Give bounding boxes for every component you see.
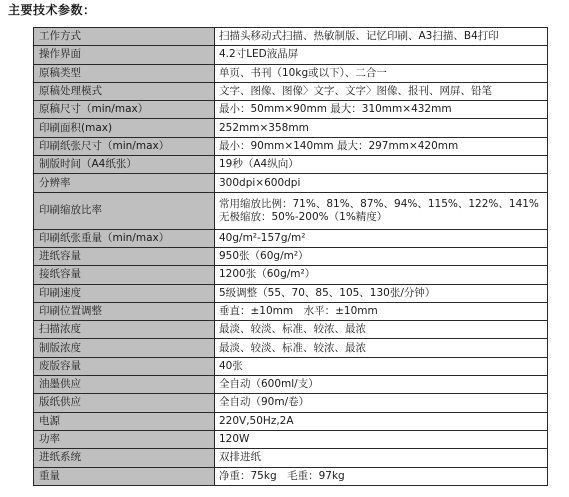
table-row — [34, 247, 548, 265]
spec-value-line: 常用缩放比例：71%、81%、87%、94%、115%、122%、141% — [219, 197, 539, 210]
table-row — [34, 192, 548, 229]
spec-label: 印刷缩放比率 — [34, 192, 215, 229]
spec-table — [33, 27, 548, 486]
spec-label: 原稿尺寸（min/max） — [34, 101, 215, 119]
table-row — [34, 101, 548, 119]
table-row — [34, 156, 548, 174]
spec-value: 文字、图像、图像〉文字、文字〉图像、报刊、网屏、铅笔 — [215, 82, 548, 100]
spec-value: 垂直：±10mm 水平：±10mm — [215, 302, 548, 320]
spec-label: 印刷位置调整 — [34, 302, 215, 320]
spec-value: 19秒（A4纵向） — [215, 156, 548, 174]
table-row — [34, 339, 548, 357]
spec-value: 扫描头移动式扫描、热敏制版、记忆印刷、A3扫描、B4打印 — [215, 28, 548, 46]
table-row — [34, 64, 548, 82]
spec-label: 制版浓度 — [34, 339, 215, 357]
spec-label: 印刷纸张尺寸（min/max） — [34, 137, 215, 155]
spec-value: 120W — [215, 430, 548, 448]
spec-value: 全自动（600ml/支） — [215, 376, 548, 394]
spec-label: 制版时间（A4纸张） — [34, 156, 215, 174]
table-row — [34, 266, 548, 284]
spec-label: 重量 — [34, 467, 215, 485]
spec-label: 进纸系统 — [34, 449, 215, 467]
spec-value: 950张（60g/m²） — [215, 247, 548, 265]
spec-value: 净重：75kg 毛重：97kg — [215, 467, 548, 485]
spec-label: 分辨率 — [34, 174, 215, 192]
spec-label: 油墨供应 — [34, 376, 215, 394]
spec-value: 全自动（90m/卷） — [215, 394, 548, 412]
section-title: 主要技术参数： — [8, 3, 96, 17]
spec-value: 220V,50Hz,2A — [215, 412, 548, 430]
spec-value: 1200张（60g/m²） — [215, 266, 548, 284]
table-row — [34, 412, 548, 430]
spec-value-line: 无极缩放：50%-200%（1%精度） — [219, 210, 388, 223]
spec-label: 电源 — [34, 412, 215, 430]
spec-label: 工作方式 — [34, 28, 215, 46]
spec-label: 印刷速度 — [34, 284, 215, 302]
spec-label: 功率 — [34, 430, 215, 448]
spec-value: 300dpi×600dpi — [215, 174, 548, 192]
spec-label: 扫描浓度 — [34, 321, 215, 339]
spec-value: 单页、书刊（10kg或以下）、二合一 — [215, 64, 548, 82]
table-row — [34, 137, 548, 155]
table-row — [34, 302, 548, 320]
table-row — [34, 119, 548, 137]
spec-value: 双排进纸 — [215, 449, 548, 467]
spec-label: 版纸供应 — [34, 394, 215, 412]
spec-value: 40张 — [215, 357, 548, 375]
table-row — [34, 467, 548, 485]
spec-label: 原稿处理模式 — [34, 82, 215, 100]
table-row — [34, 82, 548, 100]
spec-value: 最小：50mm×90mm 最大：310mm×432mm — [215, 101, 548, 119]
spec-value — [215, 192, 548, 229]
spec-value: 最淡、较淡、标准、较浓、最浓 — [215, 339, 548, 357]
table-row — [34, 394, 548, 412]
table-row — [34, 28, 548, 46]
spec-value: 4.2寸LED液晶屏 — [215, 46, 548, 64]
spec-label: 废版容量 — [34, 357, 215, 375]
spec-value: 40g/m²-157g/m² — [215, 229, 548, 247]
table-row — [34, 376, 548, 394]
spec-label: 原稿类型 — [34, 64, 215, 82]
table-row — [34, 229, 548, 247]
spec-value: 最小：90mm×140mm 最大：297mm×420mm — [215, 137, 548, 155]
spec-value: 最淡、较淡、标准、较浓、最浓 — [215, 321, 548, 339]
spec-label: 接纸容量 — [34, 266, 215, 284]
spec-value: 252mm×358mm — [215, 119, 548, 137]
table-row — [34, 174, 548, 192]
spec-label: 操作界面 — [34, 46, 215, 64]
table-row — [34, 357, 548, 375]
spec-label: 进纸容量 — [34, 247, 215, 265]
spec-value: 5级调整（55、70、85、105、130张/分钟） — [215, 284, 548, 302]
table-row — [34, 284, 548, 302]
spec-label: 印刷纸张重量（min/max） — [34, 229, 215, 247]
spec-label: 印刷面积(max) — [34, 119, 215, 137]
table-row — [34, 46, 548, 64]
table-row — [34, 430, 548, 448]
table-row — [34, 449, 548, 467]
table-row — [34, 321, 548, 339]
